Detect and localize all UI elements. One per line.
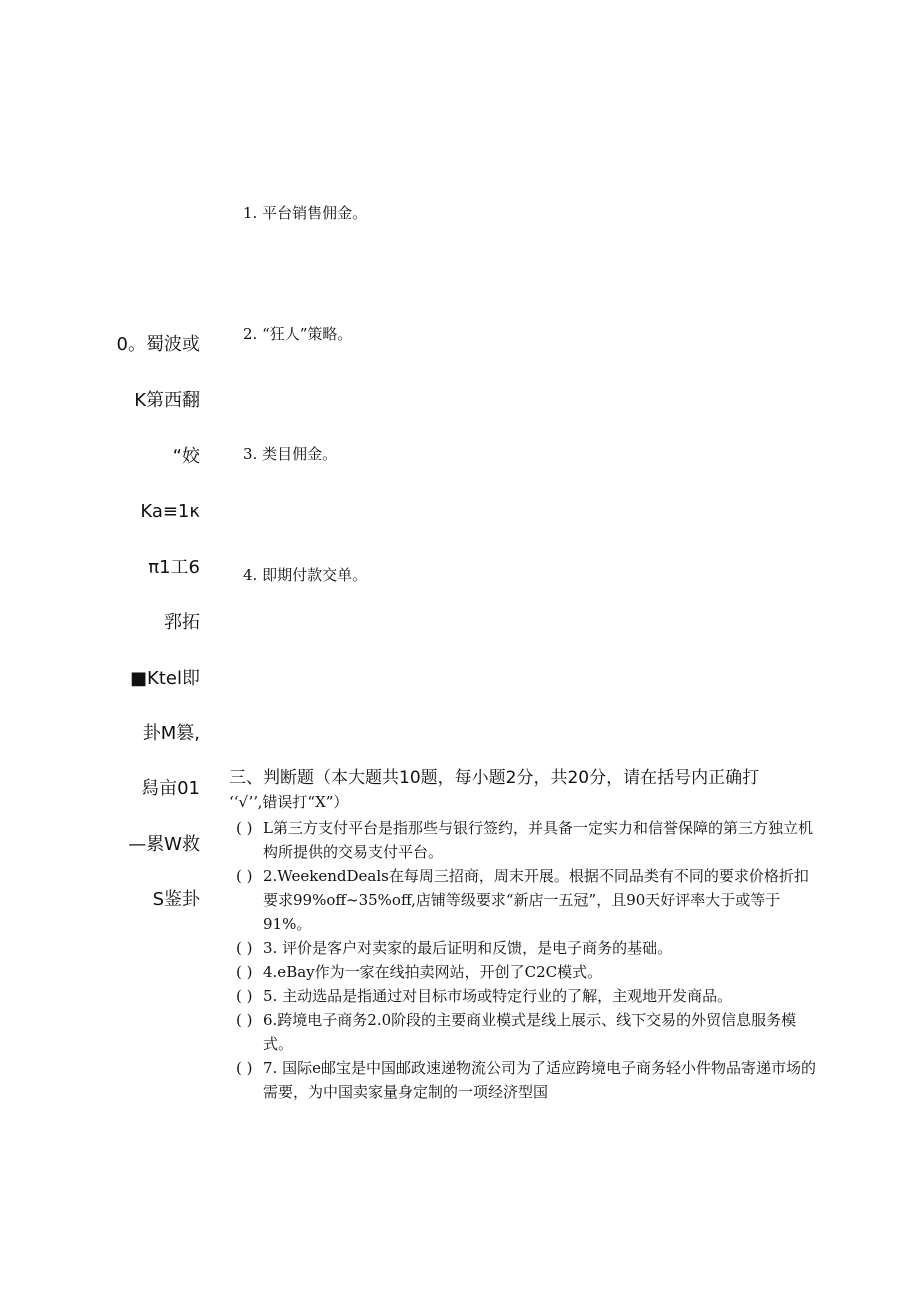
tf-question-3 xyxy=(236,936,816,960)
question-text: 2.WeekendDeals在每周三招商，周末开展。根据不同品类有不同的要求价格折扣要求99%off~35%off,店铺等级要求“新店一五冠”，且90天好评率大于或等于91%。 xyxy=(263,867,809,933)
tf-question-6 xyxy=(236,1008,816,1056)
question-text: 7. 国际e邮宝是中国邮政速递物流公司为了适应跨境电子商务轻小件物品寄递市场的需要，为中国卖家量身定制的一项经济型国 xyxy=(263,1059,816,1101)
answer-bracket[interactable]: ( ) xyxy=(236,1011,253,1029)
answer-bracket[interactable]: ( ) xyxy=(236,819,253,837)
numbered-item-3: 3. 类目佣金。 xyxy=(243,445,338,463)
numbered-item-4: 4. 即期付款交单。 xyxy=(243,566,368,584)
side-fragment: 0。蜀波或 xyxy=(116,334,200,355)
side-fragment: π1工6 xyxy=(148,557,200,578)
side-fragment: —累W救 xyxy=(128,834,200,855)
answer-bracket[interactable]: ( ) xyxy=(236,1059,253,1077)
numbered-item-2: 2. “狂人”策略。 xyxy=(243,325,353,343)
side-fragment: “姣 xyxy=(172,446,200,467)
answer-bracket[interactable]: ( ) xyxy=(236,987,253,1005)
answer-bracket[interactable]: ( ) xyxy=(236,867,253,885)
tf-question-1 xyxy=(236,816,816,864)
tf-question-5 xyxy=(236,984,816,1008)
question-text: 6.跨境电子商务2.0阶段的主要商业模式是线上展示、线下交易的外贸信息服务模式。 xyxy=(263,1011,797,1053)
side-fragment: 卦M篡, xyxy=(142,723,200,744)
answer-bracket[interactable]: ( ) xyxy=(236,963,253,981)
true-false-list xyxy=(236,816,816,1104)
side-fragment: 舄亩01 xyxy=(141,778,200,799)
side-fragment: Ka≡1κ xyxy=(140,501,200,522)
section-subtitle: ʻʻ√ʼʼ,错误打“X”） xyxy=(229,793,349,811)
tf-question-4 xyxy=(236,960,816,984)
tf-question-2 xyxy=(236,864,816,936)
question-text: 4.eBay作为一家在线拍卖网站，开创了C2C模式。 xyxy=(263,963,603,981)
side-fragment: K第西翻 xyxy=(134,390,200,411)
question-text: L第三方支付平台是指那些与银行签约，并具备一定实力和信誉保障的第三方独立机构所提供的交易支付平台。 xyxy=(263,819,813,861)
question-text: 5. 主动选品是指通过对目标市场或特定行业的了解，主观地开发商品。 xyxy=(263,987,733,1005)
side-fragment: ■Ktel即 xyxy=(130,668,200,689)
question-text: 3. 评价是客户对卖家的最后证明和反馈，是电子商务的基础。 xyxy=(263,939,673,957)
tf-question-7 xyxy=(236,1056,816,1104)
side-fragment: S鉴卦 xyxy=(152,889,200,910)
side-fragment: 郛拓 xyxy=(164,612,200,633)
section-title: 三、判断题（本大题共10题，每小题2分，共20分，请在括号内正确打 xyxy=(229,768,760,788)
answer-bracket[interactable]: ( ) xyxy=(236,939,253,957)
numbered-item-1: 1. 平台销售佣金。 xyxy=(243,204,368,222)
